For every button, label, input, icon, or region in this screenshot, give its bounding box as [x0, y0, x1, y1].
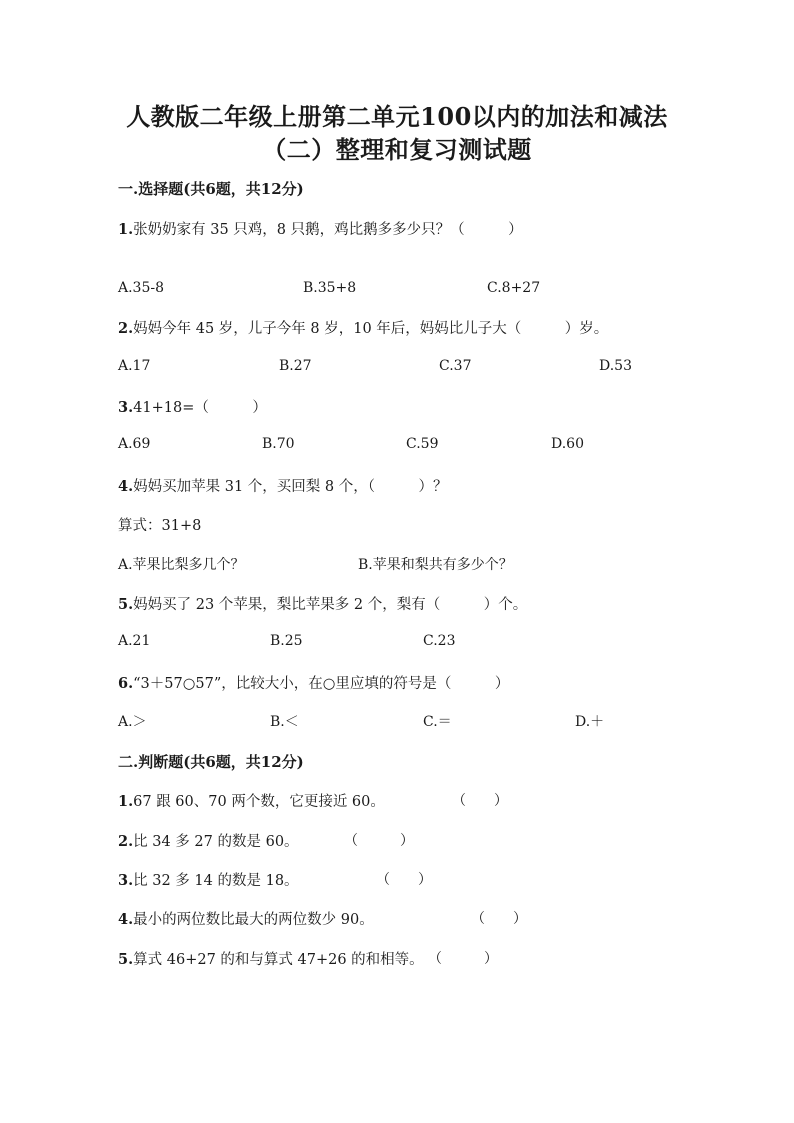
q3-option-a[interactable]: A.69 — [118, 436, 151, 452]
tf-question-3 — [118, 869, 299, 890]
question-4 — [118, 475, 448, 496]
q5-option-c[interactable]: C.23 — [423, 633, 456, 649]
q6-option-a[interactable]: A.＞ — [118, 714, 147, 730]
question-text: 妈妈今年 45 岁，儿子今年 8 岁，10 年后，妈妈比儿子大（ ）岁。 — [133, 321, 609, 337]
question-text: 妈妈买加苹果 31 个，买回梨 8 个，（ ）？ — [133, 479, 448, 495]
question-text: 妈妈买了 23 个苹果，梨比苹果多 2 个，梨有（ ）个。 — [133, 597, 528, 613]
q6-option-c[interactable]: C.＝ — [423, 714, 452, 730]
q1-option-a[interactable]: A.35-8 — [118, 280, 165, 296]
q5-option-b[interactable]: B.25 — [270, 633, 303, 649]
q2-option-a[interactable]: A.17 — [118, 358, 151, 374]
question-number: 1. — [118, 793, 134, 810]
q2-option-d[interactable]: D.53 — [599, 358, 632, 374]
question-number: 3. — [118, 399, 134, 416]
question-6 — [118, 672, 509, 693]
question-text: 最小的两位数比最大的两位数少 90。 — [133, 912, 374, 928]
section2-heading: 二.判断题(共6题，共12分) — [118, 753, 304, 771]
page-subtitle: （二）整理和复习测试题 — [262, 135, 532, 164]
question-text: 67 跟 60、70 两个数，它更接近 60。 — [133, 794, 385, 810]
q4-formula: 算式：31+8 — [118, 518, 202, 534]
question-number: 4. — [118, 911, 134, 928]
question-number: 1. — [118, 221, 134, 238]
q3-option-b[interactable]: B.70 — [262, 436, 295, 452]
question-number: 4. — [118, 478, 134, 495]
question-5 — [118, 593, 527, 614]
q3-option-d[interactable]: D.60 — [551, 436, 584, 452]
q5-option-a[interactable]: A.21 — [118, 633, 151, 649]
tf2-answer-blank[interactable]: （ ） — [344, 833, 414, 849]
question-text: 张奶奶家有 35 只鸡，8 只鹅，鸡比鹅多多少只？（ ） — [133, 222, 523, 238]
q3-option-c[interactable]: C.59 — [406, 436, 439, 452]
question-number: 2. — [118, 833, 134, 850]
q6-option-d[interactable]: D.＋ — [575, 714, 605, 730]
tf-question-1 — [118, 790, 385, 811]
q1-option-b[interactable]: B.35+8 — [303, 280, 357, 296]
section1-heading: 一.选择题(共6题，共12分) — [118, 180, 304, 198]
question-2 — [118, 317, 608, 338]
question-text: 算式 46+27 的和与算式 47+26 的和相等。 — [133, 952, 424, 968]
question-text: “3＋57○57”，比较大小，在○里应填的符号是（ ） — [133, 676, 510, 692]
question-number: 5. — [118, 951, 134, 968]
q1-option-c[interactable]: C.8+27 — [487, 280, 541, 296]
question-1 — [118, 218, 523, 239]
tf-question-2 — [118, 830, 299, 851]
question-text: 比 32 多 14 的数是 18。 — [133, 873, 299, 889]
question-number: 3. — [118, 872, 134, 889]
q2-option-b[interactable]: B.27 — [279, 358, 312, 374]
tf4-answer-blank[interactable]: （ ） — [471, 911, 527, 927]
tf-question-5 — [118, 948, 424, 969]
q6-option-b[interactable]: B.＜ — [270, 714, 299, 730]
tf1-answer-blank[interactable]: （ ） — [452, 793, 508, 809]
tf-question-4 — [118, 908, 374, 929]
question-number: 6. — [118, 675, 134, 692]
question-number: 5. — [118, 596, 134, 613]
tf5-answer-blank[interactable]: （ ） — [428, 951, 498, 967]
question-text: 比 34 多 27 的数是 60。 — [133, 834, 299, 850]
tf3-answer-blank[interactable]: （ ） — [376, 872, 432, 888]
q4-option-a[interactable]: A.苹果比梨多几个？ — [118, 557, 245, 573]
question-3 — [118, 396, 267, 417]
page-title: 人教版二年级上册第二单元100以内的加法和减法 — [126, 102, 668, 131]
q2-option-c[interactable]: C.37 — [439, 358, 472, 374]
q4-option-b[interactable]: B.苹果和梨共有多少个？ — [358, 557, 513, 573]
question-text: 41+18=（ ） — [133, 400, 267, 416]
question-number: 2. — [118, 320, 134, 337]
